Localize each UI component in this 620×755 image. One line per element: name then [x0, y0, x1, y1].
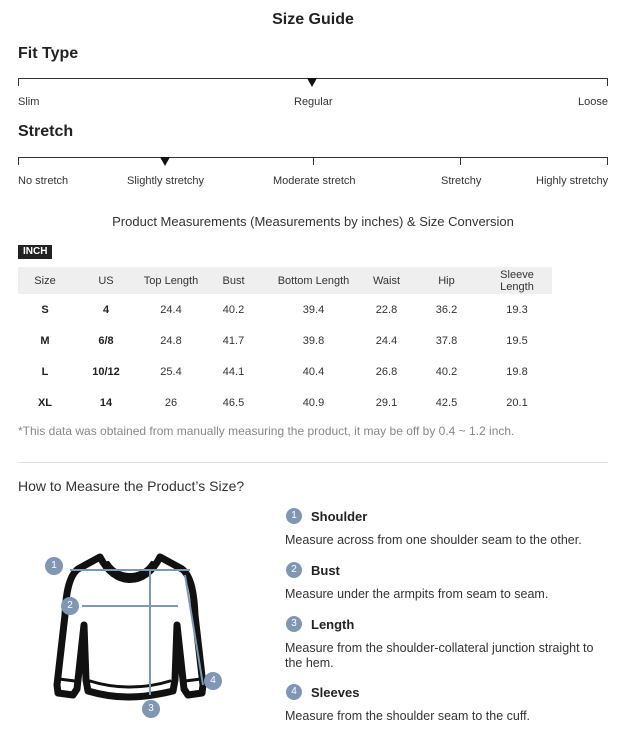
stretch-heading: Stretch [18, 123, 74, 140]
cell-us: 10/12 [92, 365, 120, 378]
step-number-badge: 2 [286, 562, 302, 578]
cell-top-length: 24.4 [160, 303, 182, 316]
cell-size: XL [37, 396, 53, 409]
cell-sleeve-length: 19.8 [506, 365, 528, 378]
cell-hip: 36.2 [435, 303, 458, 316]
cell-sleeve-length: 19.5 [506, 334, 528, 347]
cell-bottom-length: 40.9 [302, 396, 325, 409]
step-title-sleeves: Sleeves [311, 685, 360, 700]
scale-tick [18, 78, 19, 86]
step-desc-length: Measure from the shoulder-collateral junction straight to the hem. [285, 641, 594, 670]
header-top-length: Top Length [140, 267, 202, 294]
measurements-table [18, 267, 552, 418]
cell-sleeve-length: 19.3 [506, 303, 528, 316]
cell-hip: 40.2 [435, 365, 458, 378]
measurements-subtitle: Product Measurements (Measurements by inches) & Size Conversion [112, 214, 514, 229]
step-title-length: Length [311, 617, 355, 632]
diagram-marker-sleeves: 4 [204, 672, 222, 690]
scale-tick [607, 157, 608, 165]
scale-tick [18, 157, 19, 165]
cell-waist: 26.8 [375, 365, 398, 378]
cell-top-length: 24.8 [160, 334, 182, 347]
sweater-diagram-icon [0, 495, 230, 735]
cell-size: L [41, 365, 49, 378]
header-bust: Bust [202, 267, 265, 294]
cell-bust: 44.1 [222, 365, 245, 378]
stretch-label-none: No stretch [18, 175, 69, 187]
stretch-label-moderate: Moderate stretch [273, 175, 356, 187]
cell-waist: 24.4 [375, 334, 398, 347]
page-title: Size Guide [272, 11, 354, 28]
cell-hip: 42.5 [435, 396, 458, 409]
step-number-badge: 1 [286, 508, 302, 524]
cell-size: M [40, 334, 50, 347]
header-us: US [72, 267, 140, 294]
table-row [18, 325, 552, 356]
cell-bust: 46.5 [222, 396, 245, 409]
diagram-marker-shoulder: 1 [45, 557, 63, 575]
unit-badge: INCH [18, 245, 52, 259]
fit-type-scale [18, 78, 608, 87]
cell-top-length: 26 [164, 396, 178, 409]
cell-bust: 41.7 [222, 334, 245, 347]
scale-tick [313, 157, 314, 165]
cell-bottom-length: 40.4 [302, 365, 325, 378]
diagram-marker-length: 3 [142, 700, 160, 718]
stretch-marker-icon [160, 157, 170, 166]
table-header-row [18, 267, 552, 294]
stretch-label-slight: Slightly stretchy [127, 175, 205, 187]
cell-us: 14 [99, 396, 113, 409]
scale-tick [607, 78, 608, 86]
stretch-label-stretchy: Stretchy [441, 175, 482, 187]
cell-sleeve-length: 20.1 [506, 396, 528, 409]
header-waist: Waist [362, 267, 411, 294]
section-divider [18, 462, 608, 463]
stretch-scale [18, 157, 608, 166]
header-size: Size [18, 267, 72, 294]
cell-waist: 22.8 [375, 303, 398, 316]
cell-waist: 29.1 [375, 396, 398, 409]
fit-label-slim: Slim [18, 96, 40, 108]
cell-bottom-length: 39.4 [302, 303, 325, 316]
step-number-badge: 4 [286, 684, 302, 700]
cell-us: 4 [102, 303, 110, 316]
cell-hip: 37.8 [435, 334, 458, 347]
table-row [18, 294, 552, 325]
scale-tick [460, 157, 461, 165]
step-desc-shoulder: Measure across from one shoulder seam to the other. [285, 533, 582, 547]
header-sleeve-length: Sleeve Length [482, 267, 552, 294]
table-row [18, 356, 552, 387]
fit-label-regular: Regular [294, 96, 333, 108]
step-desc-sleeves: Measure from the shoulder seam to the cuff. [285, 709, 531, 723]
step-title-shoulder: Shoulder [311, 509, 368, 524]
table-row [18, 387, 552, 418]
step-title-bust: Bust [311, 563, 340, 578]
fit-type-heading: Fit Type [18, 45, 79, 62]
how-to-heading: How to Measure the Product’s Size? [18, 478, 245, 494]
diagram-marker-bust: 2 [61, 597, 79, 615]
cell-us: 6/8 [98, 334, 114, 347]
cell-bust: 40.2 [222, 303, 245, 316]
measurement-note: *This data was obtained from manually measuring the product, it may be off by 0.4 ~ 1.2 inch. [18, 424, 515, 438]
header-hip: Hip [411, 267, 482, 294]
cell-bottom-length: 39.8 [302, 334, 325, 347]
fit-label-loose: Loose [578, 96, 608, 108]
header-bottom-length: Bottom Length [265, 267, 362, 294]
fit-type-marker-icon [307, 78, 317, 87]
step-desc-bust: Measure under the armpits from seam to seam. [285, 587, 549, 601]
step-number-badge: 3 [286, 616, 302, 632]
cell-top-length: 25.4 [160, 365, 182, 378]
stretch-label-high: Highly stretchy [536, 175, 609, 187]
cell-size: S [41, 303, 49, 316]
